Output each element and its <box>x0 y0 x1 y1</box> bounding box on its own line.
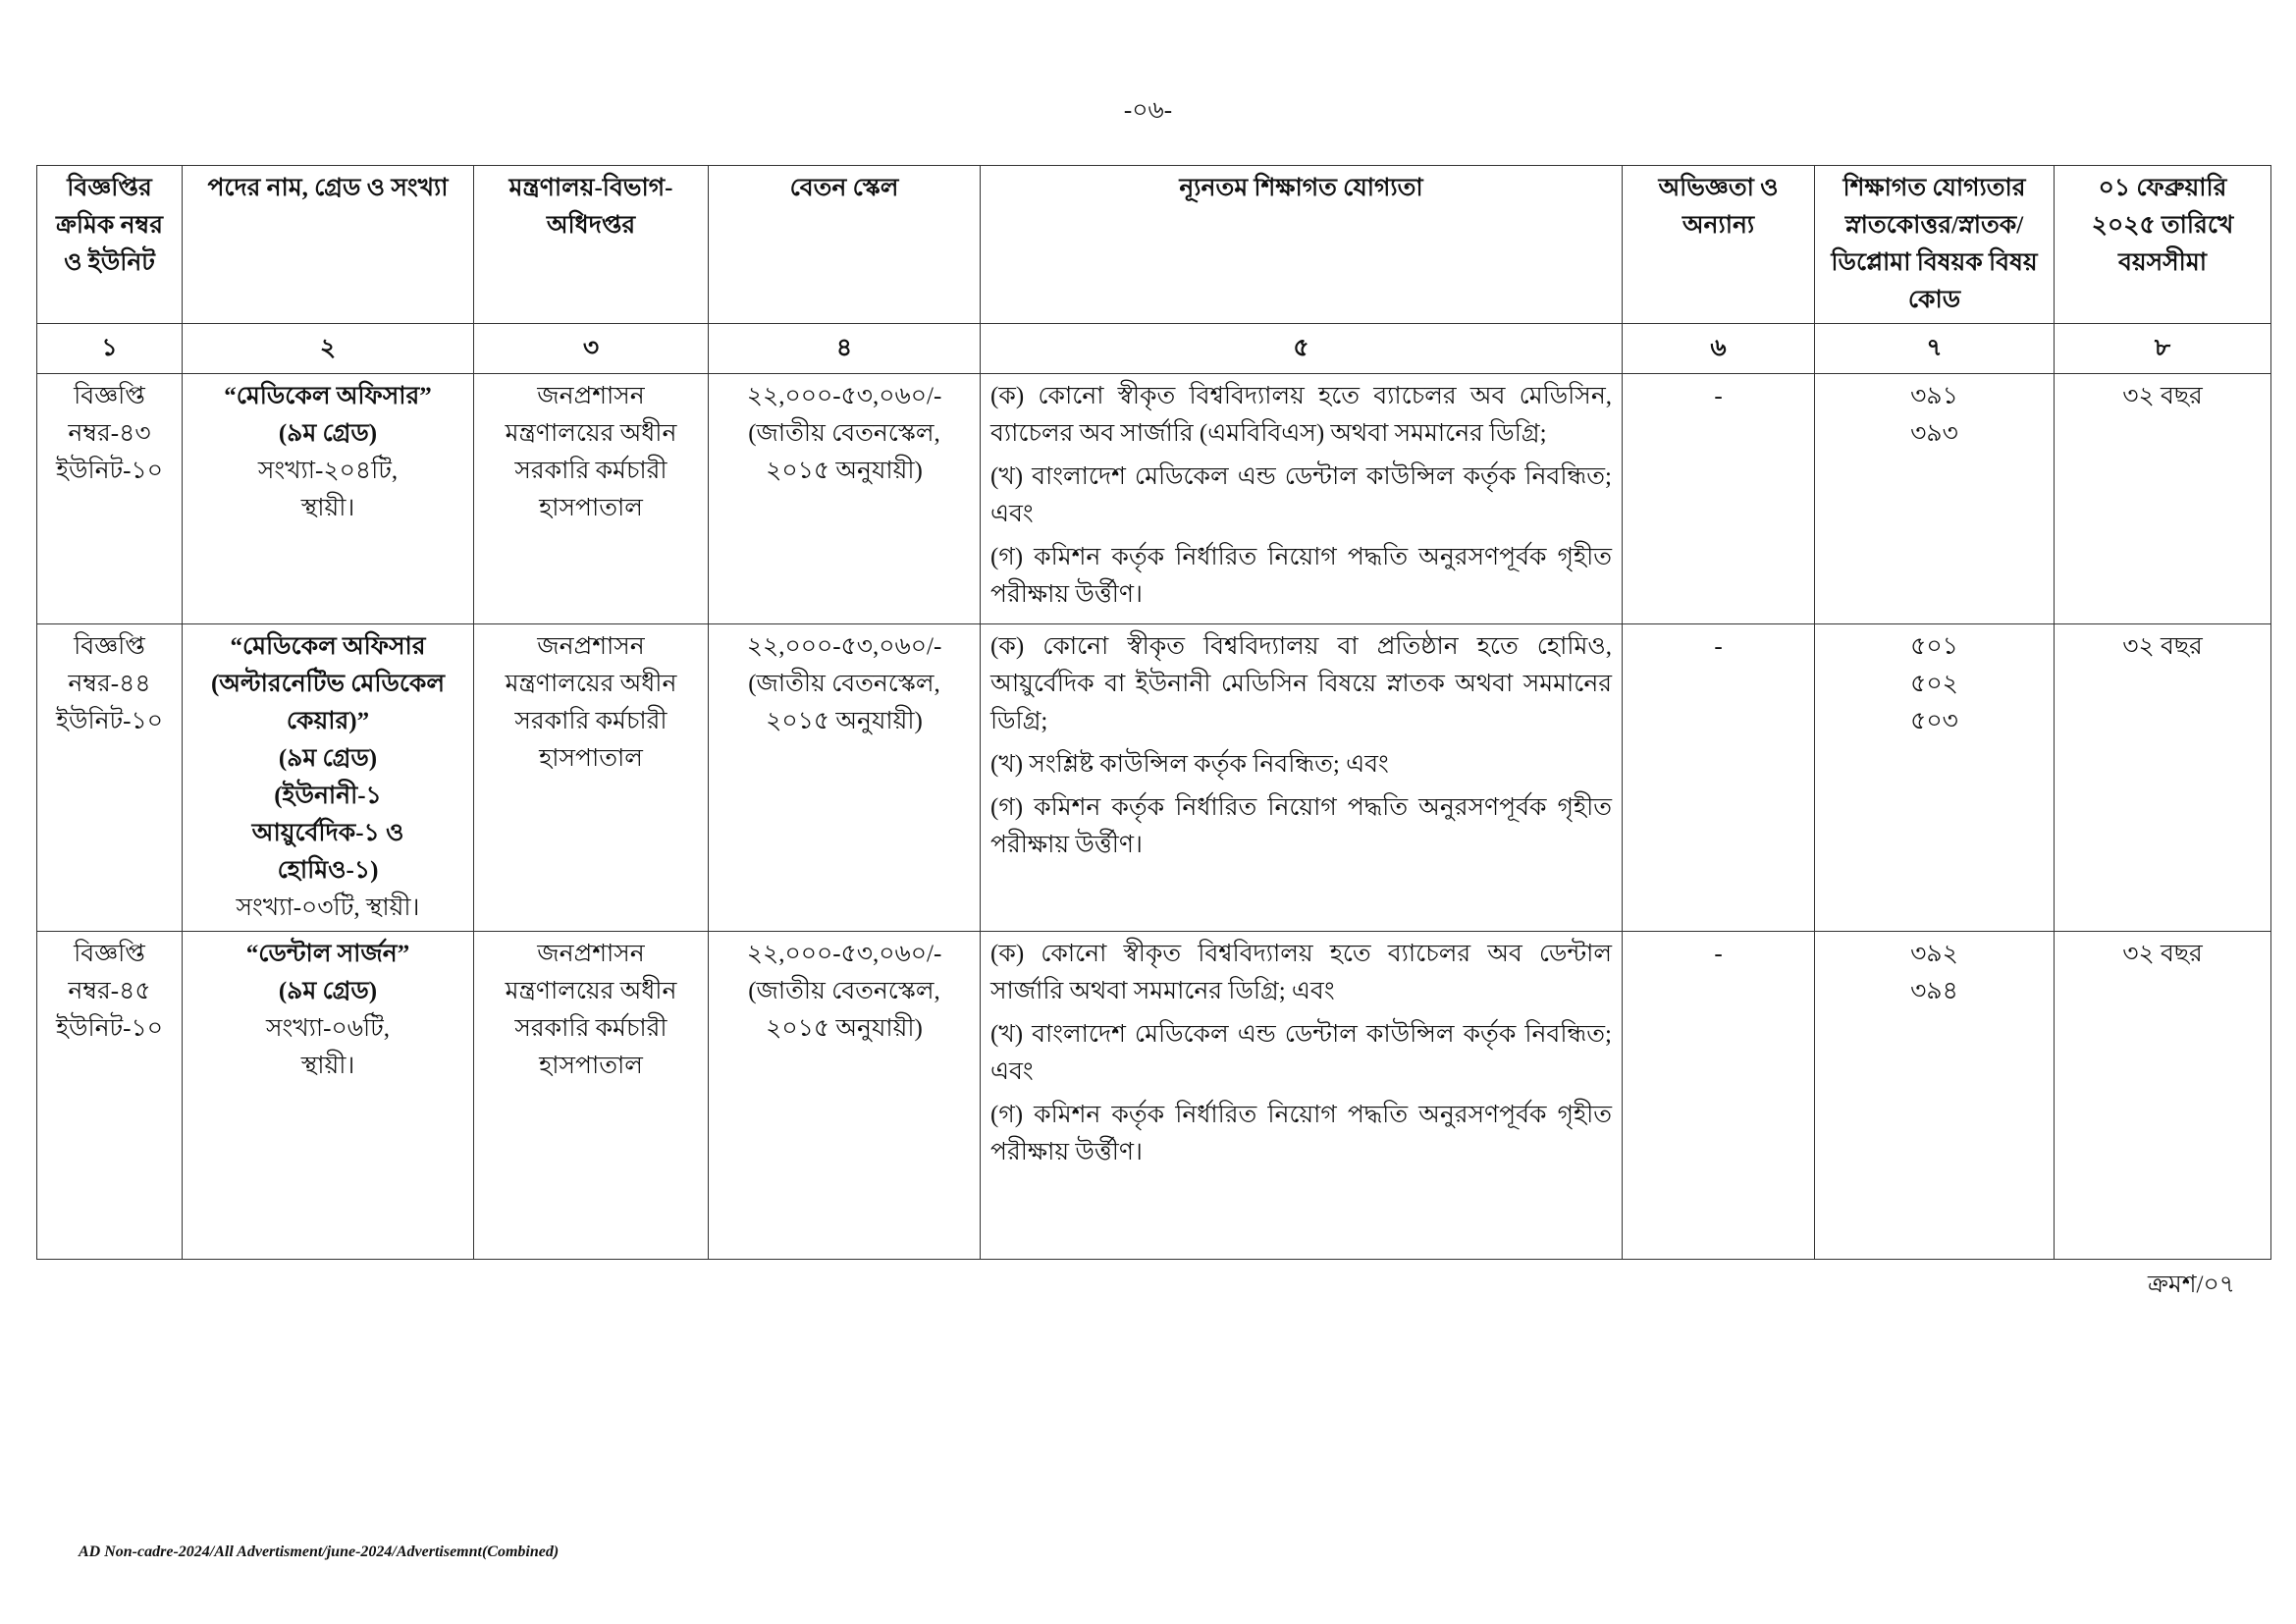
header-cell: পদের নাম, গ্রেড ও সংখ্যা <box>183 166 474 324</box>
continued-label: ক্রমশ/০৭ <box>2147 1272 2235 1298</box>
post-title-line: কেয়ার)” <box>286 708 370 734</box>
qualification-item: (গ) কমিশন কর্তৃক নির্ধারিত নিয়োগ পদ্ধতি অনুরসণপূর্বক গৃহীত পরীক্ষায় উর্ত্তীণ। <box>990 544 1612 608</box>
column-number: ৬ <box>1623 324 1815 374</box>
ministry-line: মন্ত্রণালয়ের অধীন <box>505 978 677 1004</box>
ministry-line: সরকারি কর্মচারী <box>514 1015 667 1042</box>
table-row <box>37 374 2271 624</box>
age-limit: ৩২ বছর <box>2055 374 2271 624</box>
header-cell: বেতন স্কেল <box>709 166 981 324</box>
notice-number-line: ইউনিট-১০ <box>56 1015 163 1042</box>
pay-scale-line: ২০১৫ অনুযায়ী) <box>766 708 923 734</box>
age-limit: ৩২ বছর <box>2055 932 2271 1260</box>
column-number-row <box>37 324 2271 374</box>
header-cell: শিক্ষাগত যোগ্যতার স্নাতকোত্তর/স্নাতক/ ডিপ্লোমা বিষয়ক বিষয় কোড <box>1815 166 2055 324</box>
qualification <box>981 374 1623 624</box>
ministry <box>474 624 709 932</box>
post-title-line: (৯ম গ্রেড) <box>278 745 378 772</box>
pay-scale-line: (জাতীয় বেতনস্কেল, <box>748 420 940 447</box>
subject-codes-line: ৫০২ <box>1910 671 1958 697</box>
notice-number-line: ইউনিট-১০ <box>56 708 163 734</box>
subject-codes <box>1815 624 2055 932</box>
ministry-line: জনপ্রশাসন <box>537 941 645 967</box>
qualification-item: (গ) কমিশন কর্তৃক নির্ধারিত নিয়োগ পদ্ধতি অনুরসণপূর্বক গৃহীত পরীক্ষায় উর্ত্তীণ। <box>990 794 1612 858</box>
post-title-line: হোমিও-১) <box>277 857 379 884</box>
post-count-line: সংখ্যা-২০৪টি, <box>257 458 399 484</box>
column-number: ৭ <box>1815 324 2055 374</box>
ministry-line: হাসপাতাল <box>539 495 643 521</box>
subject-codes <box>1815 374 2055 624</box>
post-count-line: সংখ্যা-০৩টি, স্থায়ী। <box>236 894 420 921</box>
ministry-line: হাসপাতাল <box>539 745 643 772</box>
ministry-line: সরকারি কর্মচারী <box>514 708 667 734</box>
subject-codes-line: ৩৯১ <box>1910 383 1958 409</box>
ministry-line: মন্ত্রণালয়ের অধীন <box>505 420 677 447</box>
post-name <box>183 932 474 1260</box>
post-count-line: স্থায়ী। <box>300 1053 355 1079</box>
age-limit: ৩২ বছর <box>2055 624 2271 932</box>
post-title-line: “মেডিকেল অফিসার <box>230 633 426 660</box>
page-number: -০৬- <box>1123 97 1173 124</box>
notice-number-line: বিজ্ঞপ্তি <box>74 633 145 660</box>
qualification-item: (খ) বাংলাদেশ মেডিকেল এন্ড ডেন্টাল কাউন্সিল কর্তৃক নিবন্ধিত; এবং <box>990 1021 1612 1085</box>
header-cell: অভিজ্ঞতা ও অন্যান্য <box>1623 166 1815 324</box>
ministry-line: জনপ্রশাসন <box>537 383 645 409</box>
pay-scale-line: ২০১৫ অনুযায়ী) <box>766 1015 923 1042</box>
qualification-item: (গ) কমিশন কর্তৃক নির্ধারিত নিয়োগ পদ্ধতি অনুরসণপূর্বক গৃহীত পরীক্ষায় উর্ত্তীণ। <box>990 1102 1612 1165</box>
post-count-line: সংখ্যা-০৬টি, <box>265 1015 391 1042</box>
pay-scale-line: ২০১৫ অনুযায়ী) <box>766 458 923 484</box>
table-row <box>37 932 2271 1260</box>
ministry <box>474 374 709 624</box>
notice-number-line: নম্বর-৪৩ <box>68 420 151 447</box>
ministry-line: মন্ত্রণালয়ের অধীন <box>505 671 677 697</box>
ministry-line: জনপ্রশাসন <box>537 633 645 660</box>
footer-path: AD Non-cadre-2024/All Advertisment/june-2024/Advertisemnt(Combined) <box>79 1543 560 1560</box>
pay-scale <box>709 932 981 1260</box>
qualification-item: (খ) সংশ্লিষ্ট কাউন্সিল কর্তৃক নিবন্ধিত; এবং <box>990 751 1389 778</box>
pay-scale-line: (জাতীয় বেতনস্কেল, <box>748 671 940 697</box>
column-number: ২ <box>183 324 474 374</box>
qualification-item: (খ) বাংলাদেশ মেডিকেল এন্ড ডেন্টাল কাউন্সিল কর্তৃক নিবন্ধিত; এবং <box>990 463 1612 527</box>
notice-number-line: নম্বর-৪৪ <box>68 671 151 697</box>
qualification-item: (ক) কোনো স্বীকৃত বিশ্ববিদ্যালয় হতে ব্যাচেলর অব মেডিসিন, ব্যাচেলর অব সার্জারি (এমবিবিএস) অথবা সমমানের ডিগ্রি; <box>990 383 1612 447</box>
post-title-line: (৯ম গ্রেড) <box>278 978 378 1004</box>
qualification-item: (ক) কোনো স্বীকৃত বিশ্ববিদ্যালয় হতে ব্যাচেলর অব ডেন্টাল সার্জারি অথবা সমমানের ডিগ্রি; এবং <box>990 941 1612 1004</box>
notice-number-line: ইউনিট-১০ <box>56 458 163 484</box>
table-row <box>37 624 2271 932</box>
subject-codes-line: ৩৯৪ <box>1910 978 1958 1004</box>
recruitment-table <box>36 165 2271 1260</box>
ministry-line: হাসপাতাল <box>539 1053 643 1079</box>
qualification <box>981 932 1623 1260</box>
pay-scale-line: (জাতীয় বেতনস্কেল, <box>748 978 940 1004</box>
header-row <box>37 166 2271 324</box>
qualification-item: (ক) কোনো স্বীকৃত বিশ্ববিদ্যালয় বা প্রতিষ্ঠান হতে হোমিও, আয়ুর্বেদিক বা ইউনানী মেডিসিন বিষয়ে স্নাতক অথবা সমমানের ডিগ্রি; <box>990 633 1612 734</box>
post-title-line: আয়ুর্বেদিক-১ ও <box>251 820 404 846</box>
ministry <box>474 932 709 1260</box>
pay-scale-line: ২২,০০০-৫৩,০৬০/- <box>746 383 942 409</box>
pay-scale-line: ২২,০০০-৫৩,০৬০/- <box>746 633 942 660</box>
pay-scale <box>709 374 981 624</box>
post-count-line: স্থায়ী। <box>300 495 355 521</box>
ministry-line: সরকারি কর্মচারী <box>514 458 667 484</box>
notice-number <box>37 624 183 932</box>
subject-codes-line: ৩৯২ <box>1910 941 1958 967</box>
notice-number <box>37 374 183 624</box>
subject-codes-line: ৫০১ <box>1910 633 1958 660</box>
subject-codes <box>1815 932 2055 1260</box>
post-title-line: “ডেন্টাল সার্জন” <box>245 941 410 967</box>
post-title-line: (৯ম গ্রেড) <box>278 420 378 447</box>
column-number: ১ <box>37 324 183 374</box>
pay-scale-line: ২২,০০০-৫৩,০৬০/- <box>746 941 942 967</box>
notice-number-line: বিজ্ঞপ্তি <box>74 383 145 409</box>
pay-scale <box>709 624 981 932</box>
post-name <box>183 374 474 624</box>
column-number: ৫ <box>981 324 1623 374</box>
column-number: ৪ <box>709 324 981 374</box>
post-title-line: (অল্টারনেটিভ মেডিকেল <box>210 671 446 697</box>
experience: - <box>1623 932 1815 1260</box>
qualification <box>981 624 1623 932</box>
header-cell: ন্যূনতম শিক্ষাগত যোগ্যতা <box>981 166 1623 324</box>
header-cell: মন্ত্রণালয়-বিভাগ-অধিদপ্তর <box>474 166 709 324</box>
post-title-line: “মেডিকেল অফিসার” <box>224 383 432 409</box>
header-cell: ০১ ফেব্রুয়ারি ২০২৫ তারিখে বয়সসীমা <box>2055 166 2271 324</box>
subject-codes-line: ৫০৩ <box>1910 708 1958 734</box>
experience: - <box>1623 624 1815 932</box>
column-number: ৩ <box>474 324 709 374</box>
post-title-line: (ইউনানী-১ <box>274 783 382 809</box>
column-number: ৮ <box>2055 324 2271 374</box>
notice-number <box>37 932 183 1260</box>
notice-number-line: বিজ্ঞপ্তি <box>74 941 145 967</box>
post-name <box>183 624 474 932</box>
header-cell: বিজ্ঞপ্তির ক্রমিক নম্বর ও ইউনিট <box>37 166 183 324</box>
notice-number-line: নম্বর-৪৫ <box>68 978 151 1004</box>
experience: - <box>1623 374 1815 624</box>
subject-codes-line: ৩৯৩ <box>1910 420 1958 447</box>
